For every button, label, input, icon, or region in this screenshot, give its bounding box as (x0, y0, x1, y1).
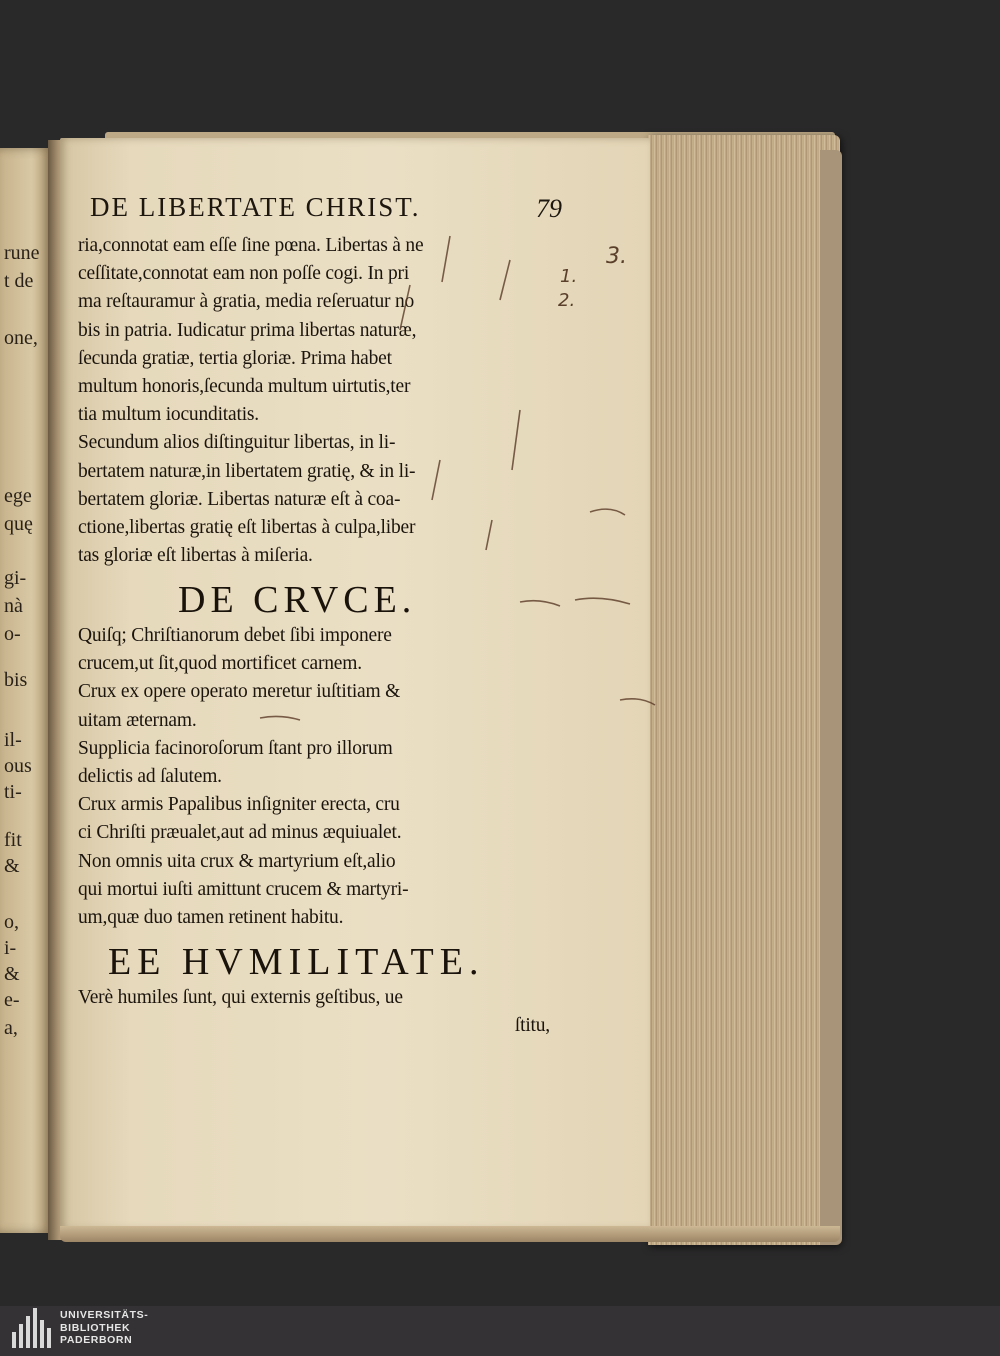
catchword: ſtitu, (514, 1015, 550, 1037)
library-name-line: PADERBORN (60, 1334, 133, 1346)
left-fragment: nà (4, 595, 23, 617)
text-line: Verè humiles ſunt, qui externis geſtibus, ue (78, 987, 403, 1008)
marginal-note: 2. (558, 290, 576, 311)
text-line: Supplicia facinoroſorum ſtant pro illorum (78, 737, 393, 759)
text-line: tas gloriæ eſt libertas à miſeria. (78, 545, 313, 567)
left-fragment: o, (4, 911, 19, 933)
text-line: ſecunda gratiæ, tertia gloriæ. Prima habet (78, 347, 392, 369)
marginal-note: 1. (560, 266, 578, 287)
running-title: DE LIBERTATE CHRIST. (90, 192, 421, 222)
left-fragment: t de (4, 270, 34, 292)
library-name-line: UNIVERSITÄTS- (60, 1309, 149, 1321)
left-fragment: & (4, 855, 20, 877)
left-fragment: gi- (4, 567, 27, 589)
page-number: 79 (536, 194, 562, 223)
text-line: uitam æternam. (78, 709, 197, 731)
text-line: bertatem naturæ,in libertatem gratię, & in li- (78, 460, 416, 482)
text-line: ceſſitate,connotat eam non poſſe cogi. In pri (78, 263, 410, 285)
text-line: ma reſtauramur à gratia, media reſeruatur no (78, 291, 415, 313)
text-line: Crux armis Papalibus inſigniter erecta, cru (78, 794, 400, 816)
library-name (60, 1309, 148, 1347)
footer-bar (0, 1306, 1000, 1356)
left-fragment: o- (4, 623, 21, 645)
library-name-line: BIBLIOTHEK (60, 1321, 131, 1334)
left-fragment: one, (4, 327, 38, 349)
left-fragment: fit (4, 829, 22, 851)
text-line: Quiſq; Chriſtianorum debet ſibi imponere (78, 625, 392, 646)
text-line: delictis ad ſalutem. (78, 766, 222, 788)
left-fragment: a, (4, 1017, 18, 1039)
text-line: crucem,ut ſit,quod mortificet carnem. (78, 653, 362, 675)
text-line: bertatem gloriæ. Libertas naturæ eſt à coa- (78, 488, 401, 510)
left-fragment: ege (4, 485, 32, 507)
text-line: um,quæ duo tamen retinent habitu. (78, 907, 344, 929)
left-fragment: rune (4, 242, 40, 264)
library-logo-icon (12, 1308, 52, 1348)
left-fragment: ti- (4, 781, 22, 803)
section-heading-humilitate: EE HVMILITATE. (108, 941, 485, 983)
section-heading-cruce: DE CRVCE. (178, 579, 417, 621)
text-line: ci Chriſti præualet,aut ad minus æquiualet. (78, 822, 402, 844)
text-line: Secundum alios diſtinguitur libertas, in li- (78, 432, 396, 454)
text-line: tia multum iocunditatis. (78, 404, 259, 426)
text-line: ctione,libertas gratię eſt libertas à culpa,liber (78, 517, 416, 539)
left-fragment: e- (4, 989, 20, 1011)
left-fragment: quę (4, 513, 33, 535)
text-line: Crux ex opere operato meretur iuſtitiam & (78, 681, 401, 703)
text-line: bis in patria. Iudicatur prima libertas naturæ, (78, 319, 417, 341)
left-fragment: il- (4, 729, 22, 751)
left-fragment: & (4, 963, 20, 985)
text-line: ria,connotat eam eſſe ſine pœna. Libertas à ne (78, 235, 424, 256)
left-fragment: bis (4, 669, 28, 691)
left-fragment: ous (4, 755, 32, 777)
text-line: qui mortui iuſti amittunt crucem & martyri- (78, 878, 409, 900)
text-line: Non omnis uita crux & martyrium eſt,alio (78, 850, 396, 872)
left-fragment: i- (4, 937, 17, 959)
text-line: multum honoris,ſecunda multum uirtutis,ter (78, 376, 411, 398)
marginal-note: 3. (606, 244, 627, 269)
